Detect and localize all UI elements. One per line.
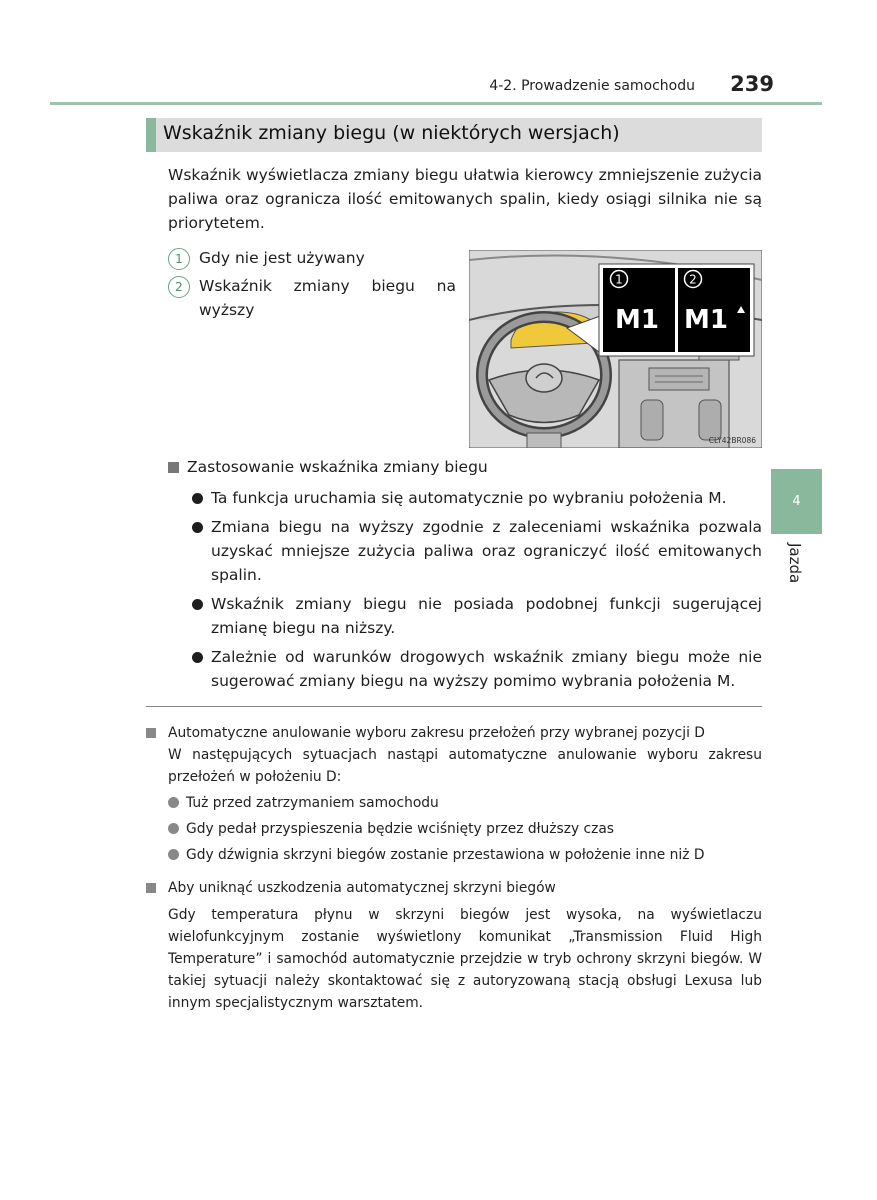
- list-item: [192, 645, 762, 693]
- bullet-icon: [192, 599, 203, 610]
- list-item-text: Tuż przed zatrzymaniem samochodu: [186, 795, 439, 811]
- bullet-icon: [168, 797, 179, 808]
- circled-number: 2: [168, 276, 190, 298]
- list-item: [192, 515, 762, 587]
- list-item-text: Zmiana biegu na wyższy zgodnie z zaleceniami wskaźnika pozwala uzyskać mniejsze zużycia paliwa oraz ograniczyć ilość emitowanych spalin.: [211, 518, 762, 584]
- usage-list: [192, 486, 762, 698]
- panel-2-number: 2: [689, 272, 697, 287]
- header-rule: [50, 102, 822, 105]
- list-item: [168, 818, 762, 840]
- chapter-number: 4: [792, 494, 801, 509]
- numbered-item-text: Gdy nie jest używany: [199, 249, 365, 267]
- panel-2-gear-label: M1: [684, 305, 728, 335]
- chapter-label: Jazda: [786, 543, 804, 584]
- avoid-damage-note: [146, 877, 762, 1014]
- numbered-item: [168, 274, 456, 322]
- numbered-item-text: Wskaźnik zmiany biegu na wyższy: [199, 277, 456, 319]
- list-item: [192, 486, 762, 510]
- panel-1-number: 1: [615, 272, 623, 287]
- note-text: W następujących sytuacjach nastąpi automatyczne anulowanie wyboru zakresu przełożeń w położeniu D:: [168, 747, 762, 785]
- note-text: Gdy temperatura płynu w skrzyni biegów jest wysoka, na wyświetlaczu wielofunkcyjnym zostanie wyświetlony komunikat „Transmission Fluid High Temperature” i samochód automatycznie przejdzie w tryb ochrony skrzyni biegów. W takiej sytuacji należy skontaktować się z autoryzowaną stacją obsługi Lexusa lub innym specjalistycznym warsztatem.: [168, 907, 762, 1011]
- bullet-icon: [168, 849, 179, 860]
- bullet-icon: [192, 652, 203, 663]
- note-heading: [146, 722, 762, 744]
- section-title-accent: [146, 118, 156, 152]
- note-heading-text: Aby uniknąć uszkodzenia automatycznej skrzyni biegów: [168, 880, 556, 896]
- numbered-item: [168, 246, 456, 270]
- panel-1-gear-label: M1: [615, 305, 659, 335]
- section-divider: [146, 706, 762, 707]
- list-item: [168, 844, 762, 866]
- note-heading: [146, 877, 762, 899]
- figure-code: CLY42BR086: [708, 436, 756, 445]
- bullet-icon: [192, 493, 203, 504]
- square-bullet-icon: [146, 883, 156, 893]
- list-item: [192, 592, 762, 640]
- dashboard-illustration: [469, 250, 762, 448]
- square-bullet-icon: [168, 462, 179, 473]
- circled-number: 1: [168, 248, 190, 270]
- note-heading-text: Automatyczne anulowanie wyboru zakresu przełożeń przy wybranej pozycji D: [168, 725, 705, 741]
- running-header: 4-2. Prowadzenie samochodu: [489, 78, 695, 94]
- square-bullet-icon: [146, 728, 156, 738]
- list-item-text: Zależnie od warunków drogowych wskaźnik zmiany biegu może nie sugerować zmiany biegu na wyższy pomimo wybrania położenia M.: [211, 648, 762, 690]
- list-item-text: Gdy dźwignia skrzyni biegów zostanie przestawiona w położenie inne niż D: [186, 847, 705, 863]
- list-item: [168, 792, 762, 814]
- bullet-icon: [192, 522, 203, 533]
- bullet-icon: [168, 823, 179, 834]
- auto-cancel-note: [146, 722, 762, 866]
- list-item-text: Wskaźnik zmiany biegu nie posiada podobnej funkcji sugerującej zmianę biegu na niższy.: [211, 595, 762, 637]
- numbered-list: [168, 246, 456, 326]
- usage-heading-text: Zastosowanie wskaźnika zmiany biegu: [187, 458, 488, 476]
- section-title: Wskaźnik zmiany biegu (w niektórych wersjach): [163, 122, 620, 144]
- usage-heading: [168, 458, 488, 476]
- list-item-text: Ta funkcja uruchamia się automatycznie po wybraniu położenia M.: [211, 489, 727, 507]
- list-item-text: Gdy pedał przyspieszenia będzie wciśnięty przez dłuższy czas: [186, 821, 614, 837]
- page-number: 239: [730, 72, 774, 96]
- intro-paragraph: Wskaźnik wyświetlacza zmiany biegu ułatwia kierowcy zmniejszenie zużycia paliwa oraz ogranicza ilość emitowanych spalin, kiedy osiągi silnika nie są priorytetem.: [168, 166, 762, 232]
